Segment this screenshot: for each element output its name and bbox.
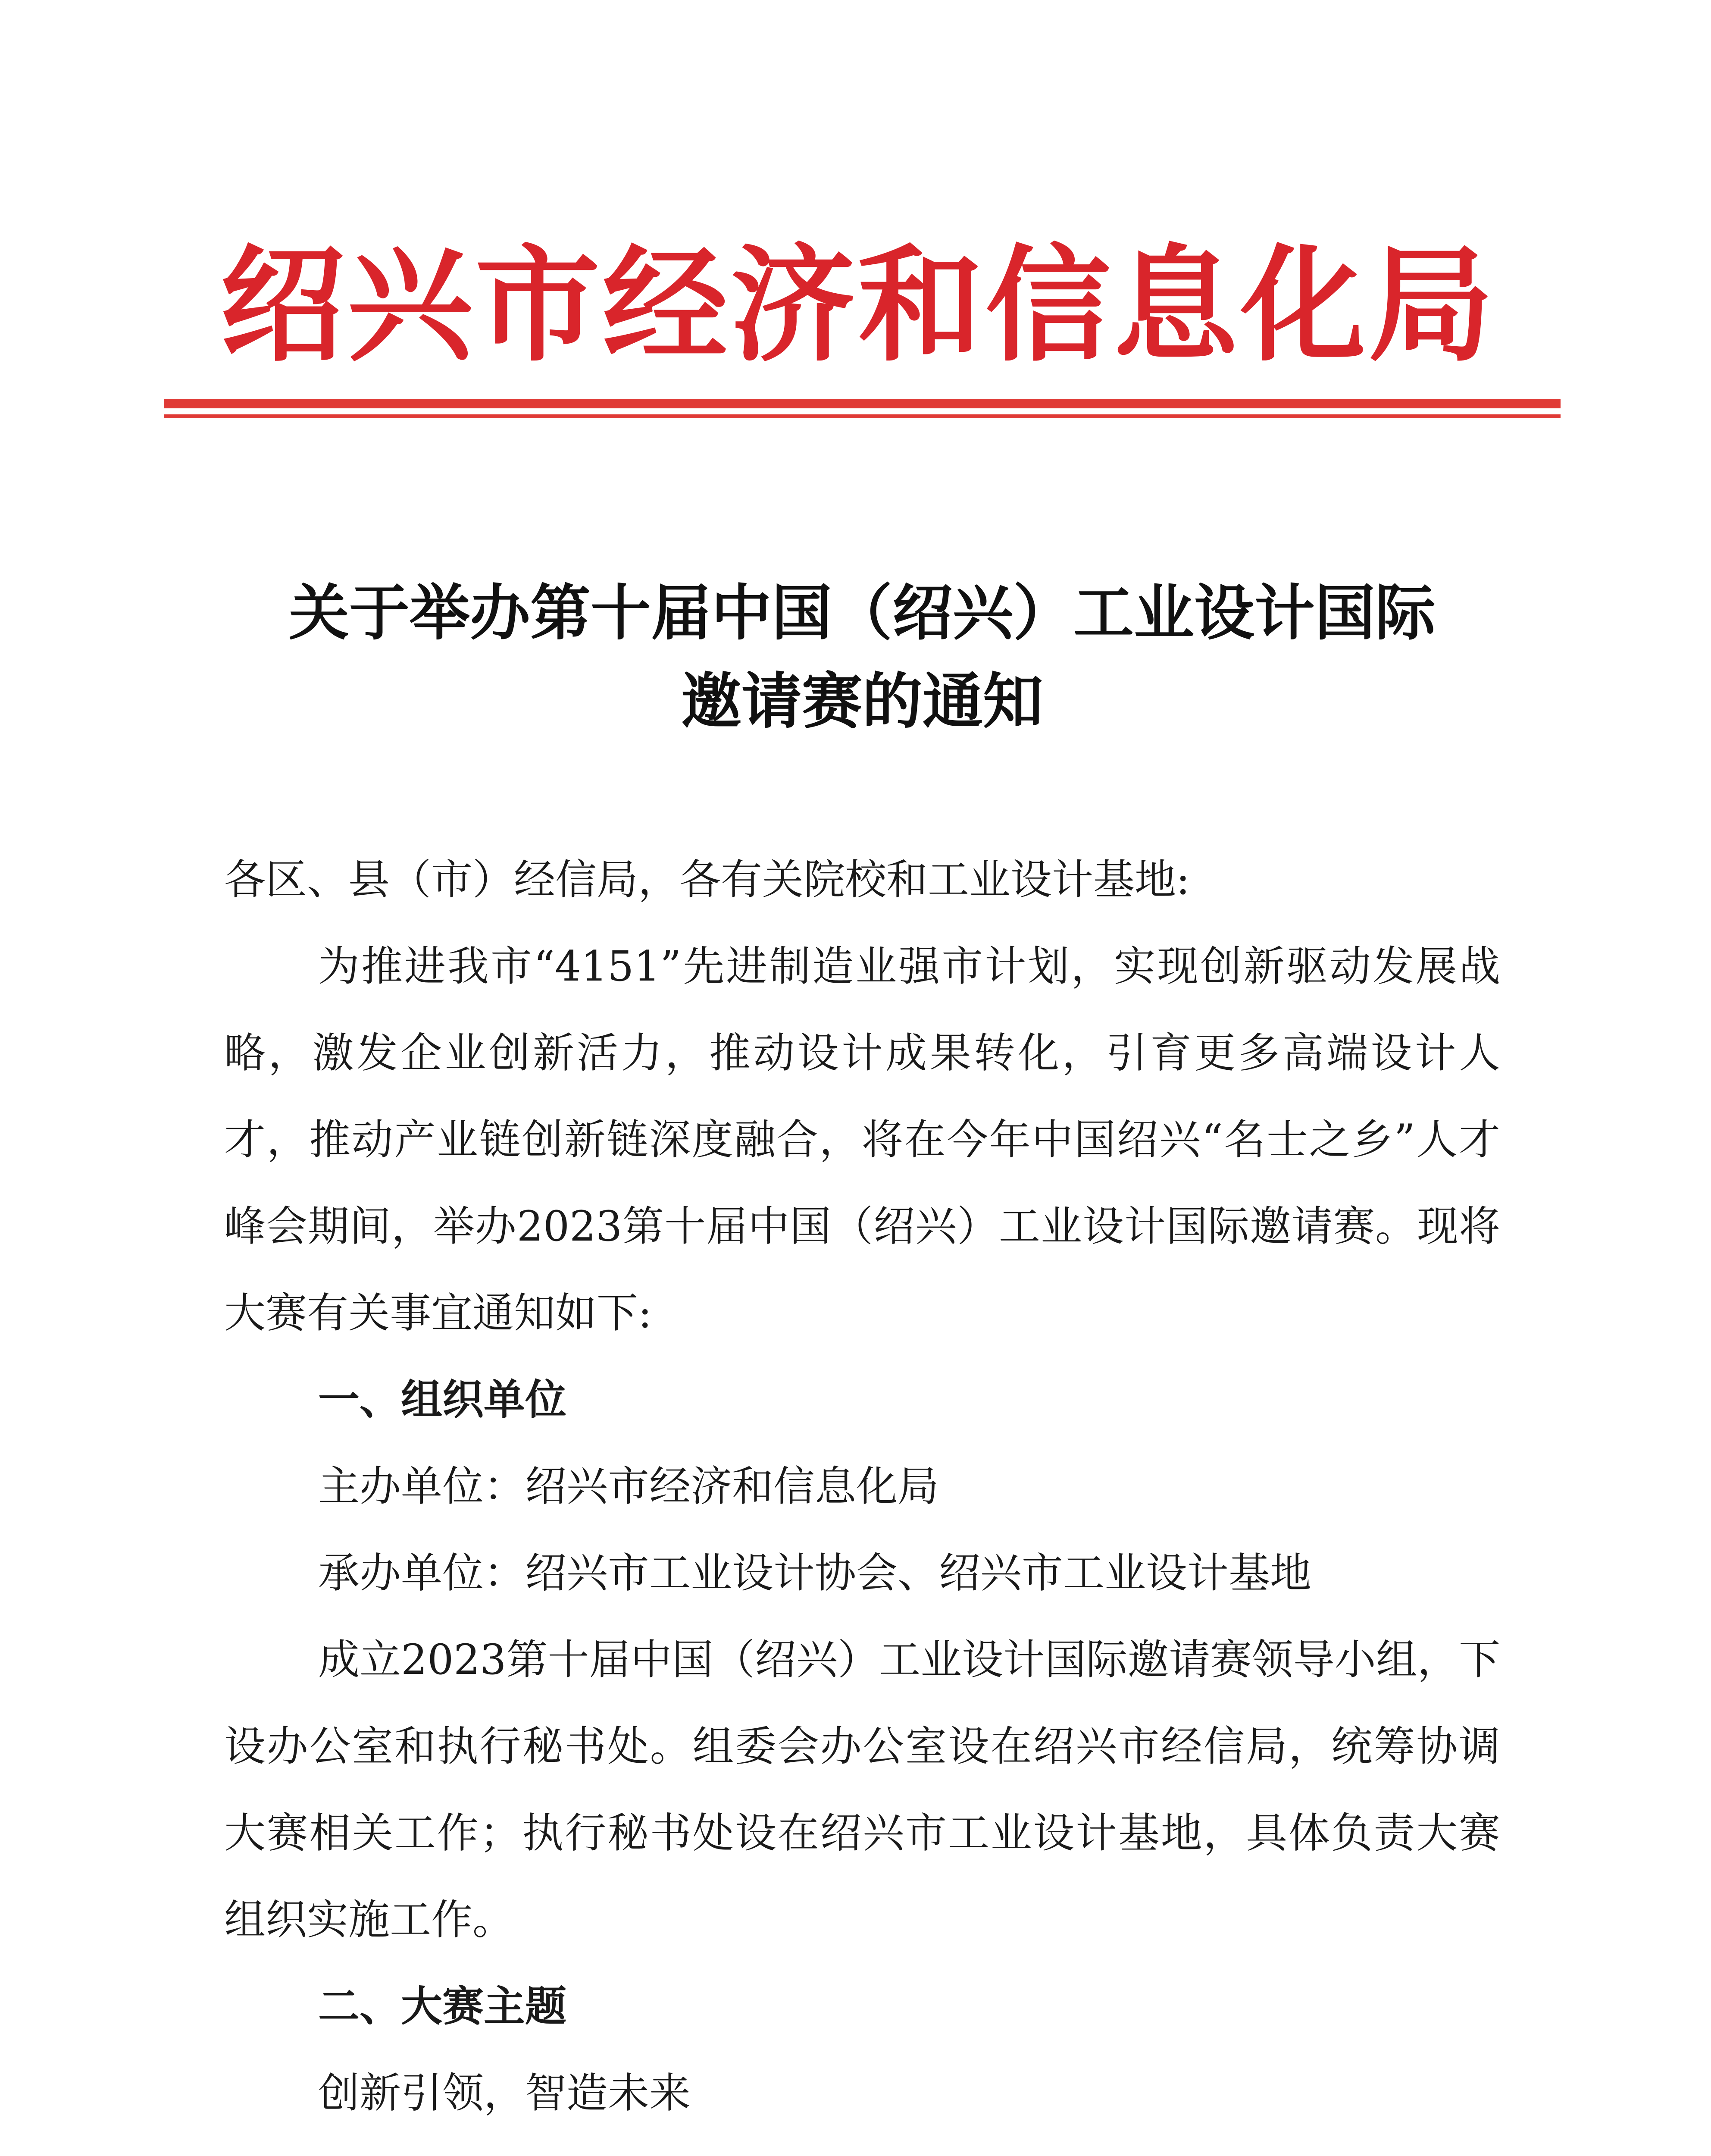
intro-paragraph: 为推进我市“4151”先进制造业强市计划，实现创新驱动发展战略，激发企业创新活力，推动设计成果转化，引育更多高端设计人才，推动产业链创新链深度融合，将在今年中国绍兴“名士之乡”人才峰会期间，举办2023第十届中国（绍兴）工业设计国际邀请赛。现将大赛有关事宜通知如下:	[224, 942, 1500, 1337]
title-line-2: 邀请赛的通知	[681, 666, 1043, 737]
host-unit: 主办单位：绍兴市经济和信息化局	[318, 1462, 939, 1510]
letterhead-org-name: 绍兴市经济和信息化局	[220, 233, 1496, 379]
theme-text: 创新引领，智造未来	[318, 2069, 691, 2117]
header-rule-thin	[164, 414, 1561, 418]
document-body	[224, 837, 1500, 2137]
leadership-paragraph: 成立2023第十届中国（绍兴）工业设计国际邀请赛领导小组，下设办公室和执行秘书处。组委会办公室设在绍兴市经信局，统筹协调大赛相关工作；执行秘书处设在绍兴市工业设计基地，具体负责大赛组织实施工作。	[224, 1636, 1500, 1944]
organizer-unit: 承办单位：绍兴市工业设计协会、绍兴市工业设计基地	[318, 1549, 1311, 1597]
document-title	[224, 569, 1500, 746]
section-heading-theme: 二、大赛主题	[318, 1982, 566, 2031]
title-line-1: 关于举办第十届中国（绍兴）工业设计国际	[288, 578, 1436, 649]
salutation: 各区、县（市）经信局，各有关院校和工业设计基地:	[224, 856, 1190, 904]
header-rule-thick	[164, 399, 1561, 408]
section-heading-organizers: 一、组织单位	[318, 1376, 566, 1424]
